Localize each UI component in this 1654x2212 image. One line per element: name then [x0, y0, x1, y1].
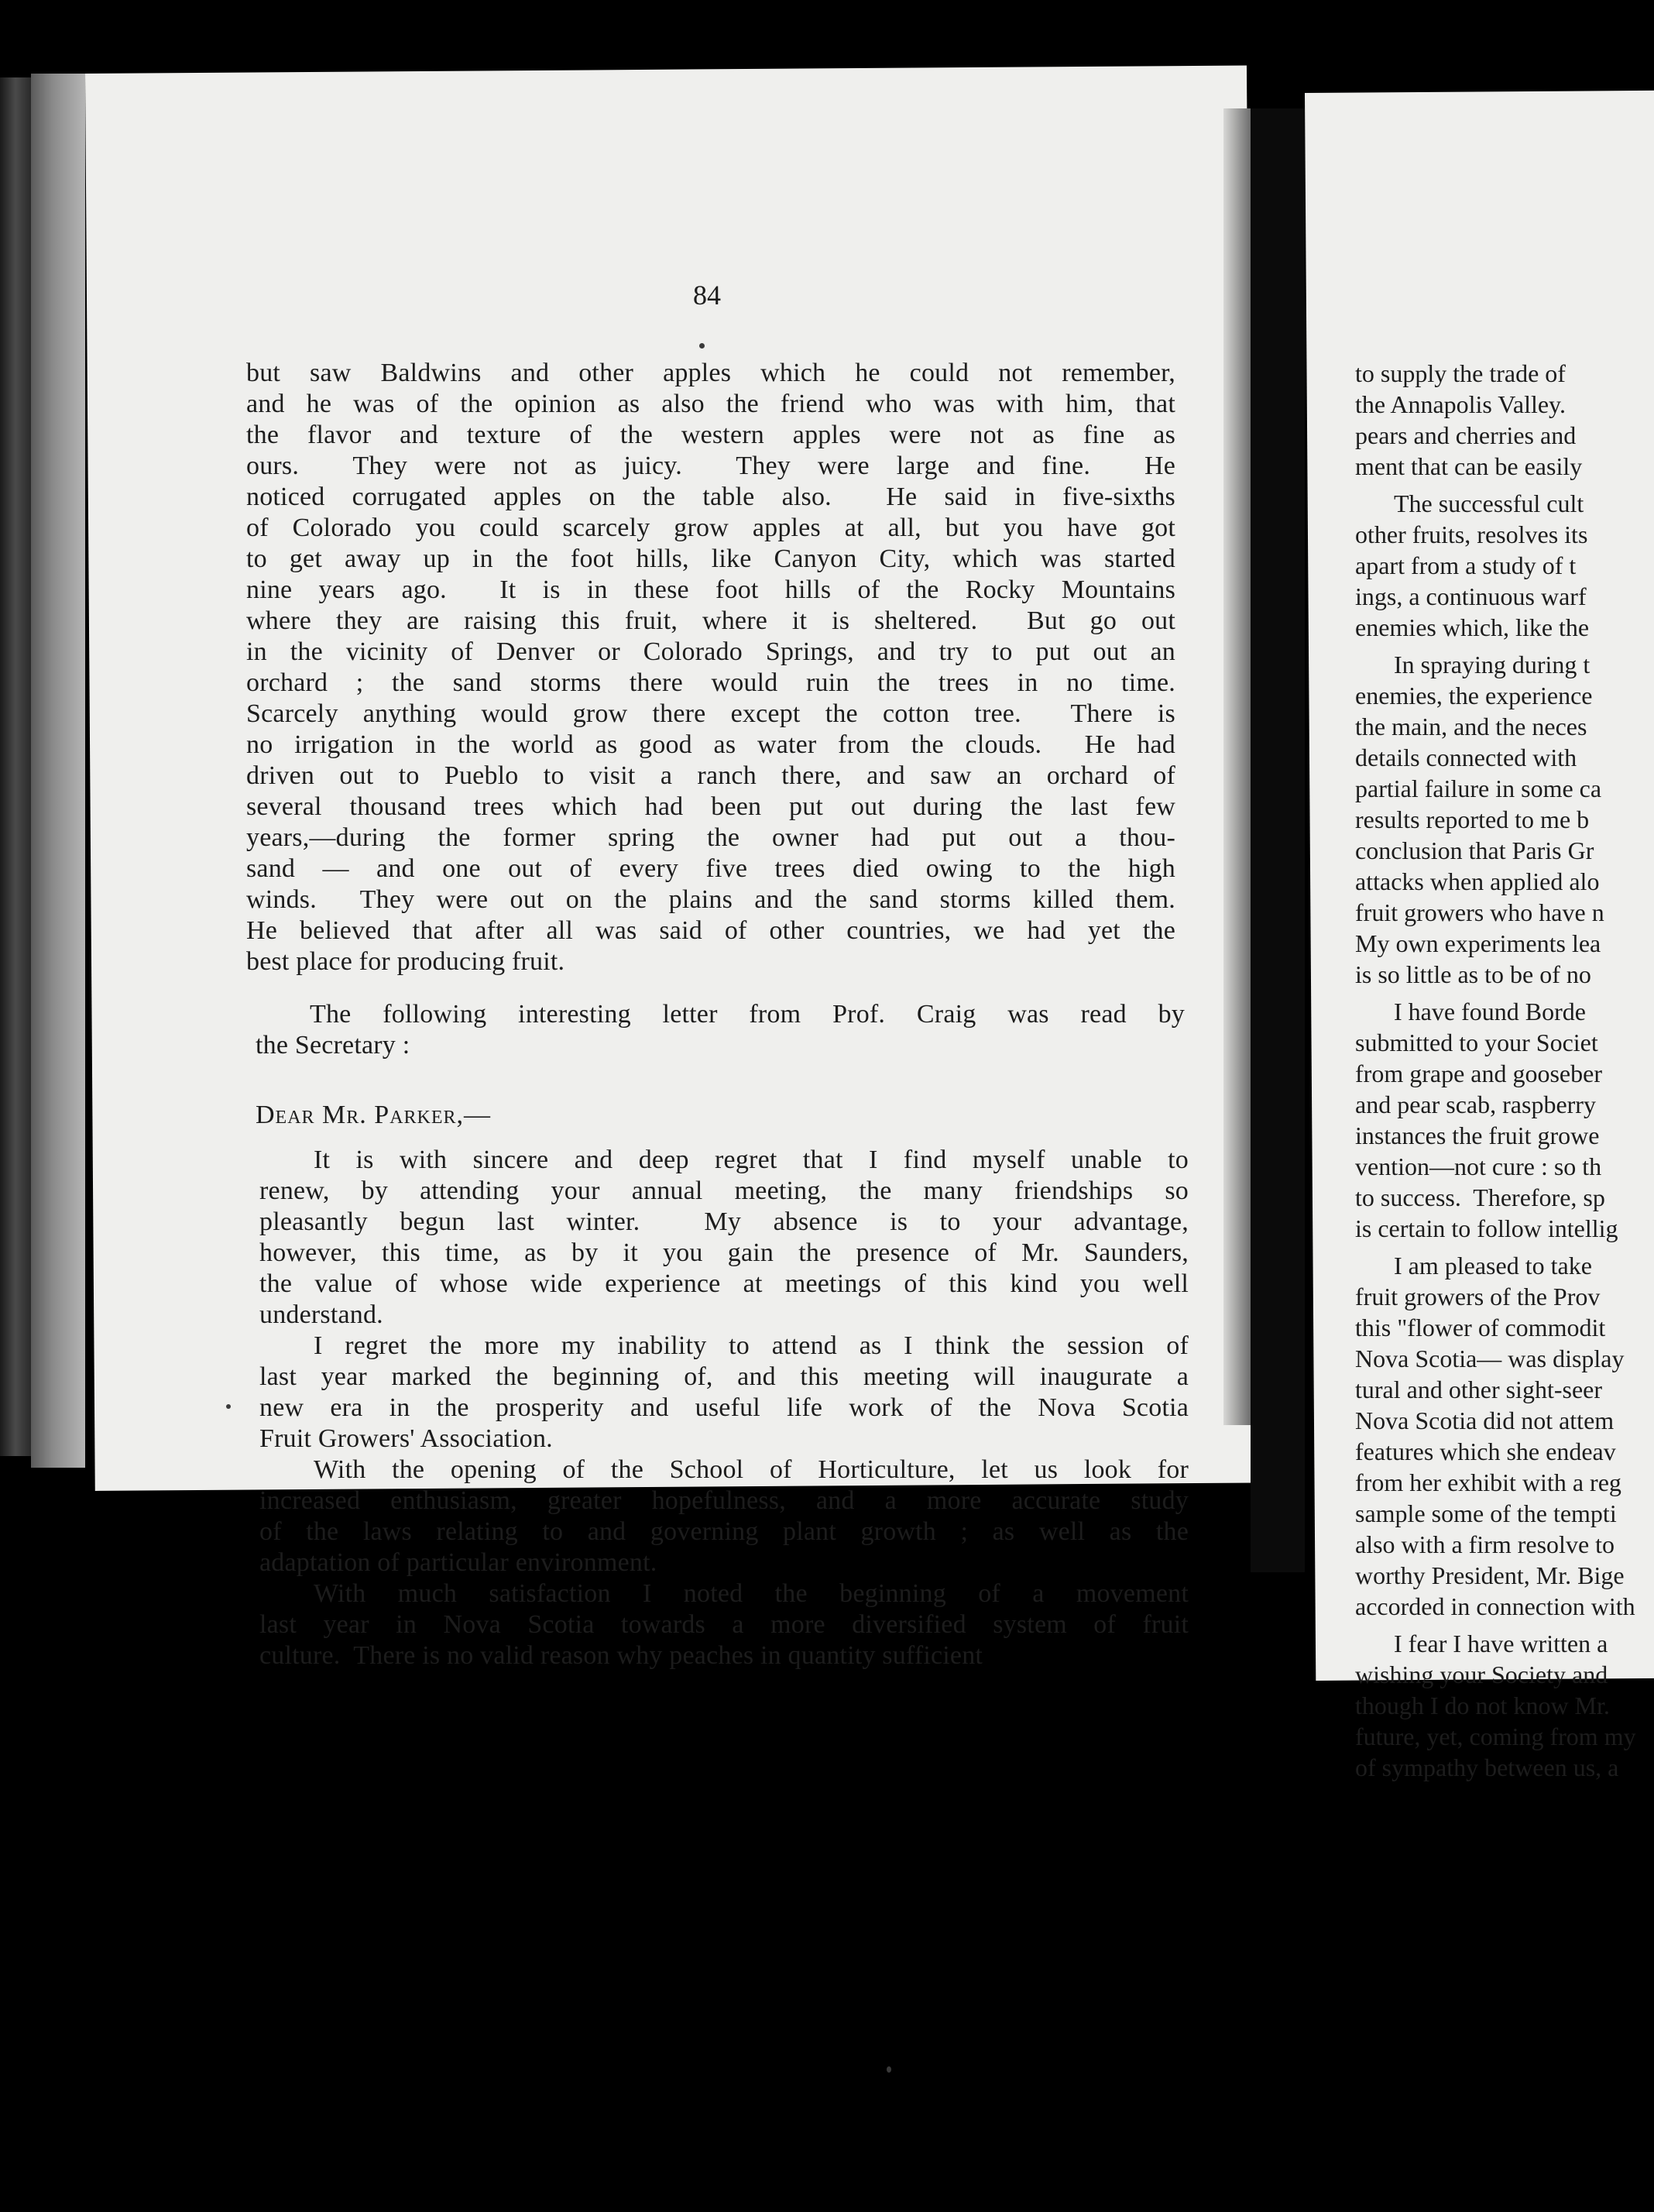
text-line: worthy President, Mr. Bige [1355, 1561, 1625, 1589]
text-line: and pear scab, raspberry [1355, 1091, 1596, 1118]
text-line: years,—during the former spring the owner had put out a thou- [246, 823, 1175, 852]
text-line: nine years ago. It is in these foot hills of the Rocky Mountains [246, 575, 1175, 604]
text-line: future, yet, coming from my [1355, 1723, 1636, 1750]
text-line: last year in Nova Scotia towards a more diversified system of fruit [259, 1610, 1189, 1639]
text-line: though I do not know Mr. [1355, 1692, 1610, 1719]
page-edge-strip [31, 74, 85, 1468]
text-line: conclusion that Paris Gr [1355, 836, 1594, 864]
text-line: Nova Scotia did not attem [1355, 1407, 1615, 1434]
text-line: winds. They were out on the plains and the sand storms killed them. [246, 885, 1175, 914]
text-line: wishing your Society and [1355, 1661, 1608, 1688]
paragraph-gap [1355, 482, 1654, 488]
text-line: noticed corrugated apples on the table also. He said in five-sixths [246, 483, 1175, 511]
paragraph-colorado [246, 358, 1175, 977]
text-line: of Colorado you could scarcely grow apples at all, but you have got [246, 514, 1175, 542]
text-line: Fruit Growers' Association. [259, 1424, 553, 1453]
paragraph-letter-intro [256, 999, 1185, 1061]
text-line: results reported to me b [1355, 805, 1590, 833]
text-line: and he was of the opinion as also the friend who was with him, that [246, 390, 1175, 418]
text-line: accorded in connection with [1355, 1592, 1635, 1620]
text-line: features which she endeav [1355, 1437, 1616, 1465]
text-line: My own experiments lea [1355, 929, 1601, 957]
text-line: fruit growers who have n [1355, 898, 1604, 926]
text-line: Scarcely anything would grow there except the cotton tree. There is [246, 699, 1175, 728]
text-line: renew, by attending your annual meeting, the many friendships so [259, 1176, 1189, 1205]
paragraph-gap [1355, 1244, 1654, 1250]
text-line: other fruits, resolves its [1355, 520, 1588, 548]
text-line: In spraying during t [1394, 651, 1591, 678]
text-line: the Annapolis Valley. [1355, 390, 1566, 418]
right-page-text [1355, 358, 1654, 1783]
ink-dot [226, 1404, 231, 1409]
text-line: With much satisfaction I noted the beginning of a movement [314, 1579, 1189, 1608]
text-line: the Secretary : [256, 1031, 410, 1060]
text-line: several thousand trees which had been put out during the last few [246, 792, 1175, 821]
ink-dot [887, 2066, 891, 2073]
text-line: partial failure in some ca [1355, 775, 1602, 802]
text-line: I fear I have written a [1394, 1630, 1608, 1657]
ink-dot [699, 343, 705, 349]
text-line: enemies which, like the [1355, 613, 1590, 641]
text-line: understand. [259, 1300, 383, 1329]
text-line: however, this time, as by it you gain the presence of Mr. Saunders, [259, 1238, 1189, 1267]
text-line: pleasantly begun last winter. My absence is to your advantage, [259, 1207, 1189, 1236]
text-line: is so little as to be of no [1355, 960, 1591, 988]
text-line: of the laws relating to and governing plant growth ; as well as the [259, 1517, 1189, 1546]
text-line: I am pleased to take [1394, 1252, 1592, 1279]
text-line: fruit growers of the Prov [1355, 1283, 1601, 1310]
text-line: apart from a study of t [1355, 551, 1577, 579]
text-line: attacks when applied alo [1355, 867, 1600, 895]
book-edge [0, 77, 31, 1456]
text-line: the value of whose wide experience at meetings of this kind you well [259, 1269, 1189, 1298]
text-line: enemies, the experience [1355, 682, 1593, 709]
text-line: sample some of the tempti [1355, 1499, 1617, 1527]
paragraph-gap [1355, 1622, 1654, 1628]
text-line: to supply the trade of [1355, 359, 1566, 387]
letter-body [259, 1145, 1189, 1671]
text-line: is certain to follow intellig [1355, 1214, 1618, 1242]
text-line: where they are raising this fruit, where it is sheltered. But go out [246, 606, 1175, 635]
page-number: 84 [693, 280, 721, 311]
text-line: He believed that after all was said of other countries, we had yet the [246, 916, 1175, 945]
text-line: from her exhibit with a reg [1355, 1468, 1621, 1496]
text-line: I have found Borde [1394, 998, 1586, 1025]
text-line: It is with sincere and deep regret that I find myself unable to [314, 1146, 1189, 1174]
text-line: vention—not cure : so th [1355, 1152, 1602, 1180]
text-line: With the opening of the School of Horticulture, let us look for [314, 1455, 1189, 1484]
text-line: last year marked the beginning of, and this meeting will inaugurate a [259, 1362, 1189, 1391]
text-line: driven out to Pueblo to visit a ranch there, and saw an orchard of [246, 761, 1175, 790]
text-line: the main, and the neces [1355, 713, 1587, 740]
text-line: sand — and one out of every five trees died owing to the high [246, 854, 1175, 883]
text-line: The following interesting letter from Prof. Craig was read by [310, 1000, 1185, 1029]
text-line: orchard ; the sand storms there would ruin the trees in no time. [246, 668, 1175, 697]
text-line: culture. There is no valid reason why peaches in quantity sufficient [259, 1641, 983, 1670]
text-line: The successful cult [1394, 489, 1584, 517]
text-line: of sympathy between us, a [1355, 1753, 1619, 1781]
book-spine [1251, 108, 1305, 1572]
text-line: best place for producing fruit. [246, 947, 565, 976]
text-line: also with a firm resolve to [1355, 1530, 1615, 1558]
text-line: to get away up in the foot hills, like Canyon City, which was started [246, 544, 1175, 573]
text-line: to success. Therefore, sp [1355, 1183, 1605, 1211]
text-line: but saw Baldwins and other apples which he could not remember, [246, 359, 1175, 387]
salutation-text: Dear Mr. Parker,— [256, 1101, 492, 1129]
text-line: I regret the more my inability to attend as I think the session of [314, 1331, 1189, 1360]
text-line: Nova Scotia— was display [1355, 1345, 1625, 1372]
salutation [256, 1100, 1185, 1131]
text-line: ings, a continuous warf [1355, 582, 1587, 610]
text-line: adaptation of particular environment. [259, 1548, 657, 1577]
text-line: submitted to your Societ [1355, 1029, 1598, 1056]
text-line: this "flower of commodit [1355, 1314, 1606, 1341]
text-line: the flavor and texture of the western apples were not as fine as [246, 421, 1175, 449]
text-line: increased enthusiasm, greater hopefulness, and a more accurate study [259, 1486, 1189, 1515]
paragraph-gap [1355, 643, 1654, 649]
text-line: no irrigation in the world as good as water from the clouds. He had [246, 730, 1175, 759]
text-line: ment that can be easily [1355, 452, 1583, 480]
paragraph-gap [1355, 990, 1654, 996]
text-line: tural and other sight-seer [1355, 1376, 1602, 1403]
text-line: from grape and gooseber [1355, 1060, 1602, 1087]
text-line: pears and cherries and [1355, 421, 1577, 449]
text-line: new era in the prosperity and useful life work of the Nova Scotia [259, 1393, 1189, 1422]
text-line: in the vicinity of Denver or Colorado Springs, and try to put out an [246, 637, 1175, 666]
text-line: ours. They were not as juicy. They were large and fine. He [246, 452, 1175, 480]
text-line: instances the fruit growe [1355, 1121, 1600, 1149]
text-line: details connected with [1355, 744, 1577, 771]
